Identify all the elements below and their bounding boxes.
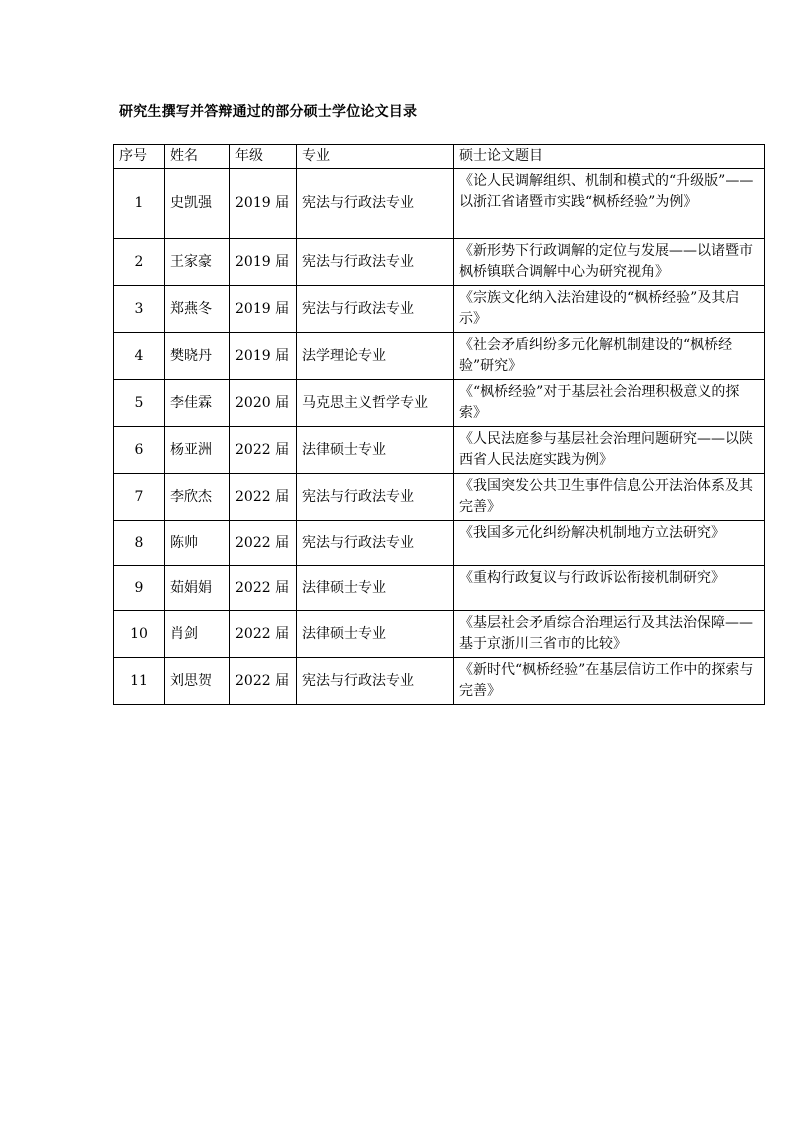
row-year: 2019 届 [230,239,297,286]
row-name: 郑燕冬 [165,286,230,333]
row-num: 2 [114,239,165,286]
row-num: 4 [114,333,165,380]
row-thesis: 《人民法庭参与基层社会治理问题研究——以陕西省人民法庭实践为例》 [454,427,765,474]
row-year: 2022 届 [230,427,297,474]
row-thesis: 《论人民调解组织、机制和模式的“升级版”——以浙江省诸暨市实践“枫桥经验”为例》 [454,169,765,239]
table-row [114,169,765,239]
thesis-table [113,144,765,705]
row-major: 宪法与行政法专业 [297,658,454,705]
row-major: 法律硕士专业 [297,566,454,611]
table-row [114,427,765,474]
row-num: 7 [114,474,165,521]
row-num: 6 [114,427,165,474]
row-year: 2020 届 [230,380,297,427]
row-thesis: 《我国多元化纠纷解决机制地方立法研究》 [454,521,765,566]
row-year: 2022 届 [230,521,297,566]
row-year: 2022 届 [230,566,297,611]
row-thesis: 《新形势下行政调解的定位与发展——以诸暨市枫桥镇联合调解中心为研究视角》 [454,239,765,286]
row-thesis: 《“枫桥经验”对于基层社会治理积极意义的探索》 [454,380,765,427]
row-name: 刘思贺 [165,658,230,705]
header-num: 序号 [114,145,165,169]
row-major: 法律硕士专业 [297,427,454,474]
row-major: 法学理论专业 [297,333,454,380]
table-row [114,474,765,521]
row-major: 法律硕士专业 [297,611,454,658]
table-row [114,658,765,705]
row-year: 2022 届 [230,658,297,705]
row-thesis: 《基层社会矛盾综合治理运行及其法治保障——基于京浙川三省市的比较》 [454,611,765,658]
row-year: 2022 届 [230,611,297,658]
header-name: 姓名 [165,145,230,169]
table-row [114,286,765,333]
table-row [114,566,765,611]
row-num: 5 [114,380,165,427]
row-major: 宪法与行政法专业 [297,474,454,521]
row-major: 宪法与行政法专业 [297,239,454,286]
row-num: 1 [114,169,165,239]
row-thesis: 《宗族文化纳入法治建设的“枫桥经验”及其启示》 [454,286,765,333]
header-thesis: 硕士论文题目 [454,145,765,169]
row-major: 宪法与行政法专业 [297,286,454,333]
row-major: 宪法与行政法专业 [297,169,454,239]
row-num: 10 [114,611,165,658]
row-major: 宪法与行政法专业 [297,521,454,566]
row-name: 杨亚洲 [165,427,230,474]
row-num: 3 [114,286,165,333]
row-name: 王家豪 [165,239,230,286]
header-major: 专业 [297,145,454,169]
table-row [114,611,765,658]
row-num: 8 [114,521,165,566]
table-row [114,521,765,566]
row-num: 11 [114,658,165,705]
table-row [114,239,765,286]
row-name: 肖剑 [165,611,230,658]
row-name: 李欣杰 [165,474,230,521]
row-name: 樊晓丹 [165,333,230,380]
row-thesis: 《重构行政复议与行政诉讼衔接机制研究》 [454,566,765,611]
row-year: 2019 届 [230,286,297,333]
row-year: 2022 届 [230,474,297,521]
table-row [114,380,765,427]
row-name: 史凯强 [165,169,230,239]
table-row [114,333,765,380]
document-title: 研究生撰写并答辩通过的部分硕士学位论文目录 [119,104,418,120]
row-num: 9 [114,566,165,611]
row-name: 茹娟娟 [165,566,230,611]
row-thesis: 《社会矛盾纠纷多元化解机制建设的“枫桥经验”研究》 [454,333,765,380]
row-name: 陈帅 [165,521,230,566]
row-thesis: 《新时代“枫桥经验”在基层信访工作中的探索与完善》 [454,658,765,705]
header-year: 年级 [230,145,297,169]
row-year: 2019 届 [230,333,297,380]
row-thesis: 《我国突发公共卫生事件信息公开法治体系及其完善》 [454,474,765,521]
row-name: 李佳霖 [165,380,230,427]
row-year: 2019 届 [230,169,297,239]
row-major: 马克思主义哲学专业 [297,380,454,427]
table-header-row [114,145,765,169]
